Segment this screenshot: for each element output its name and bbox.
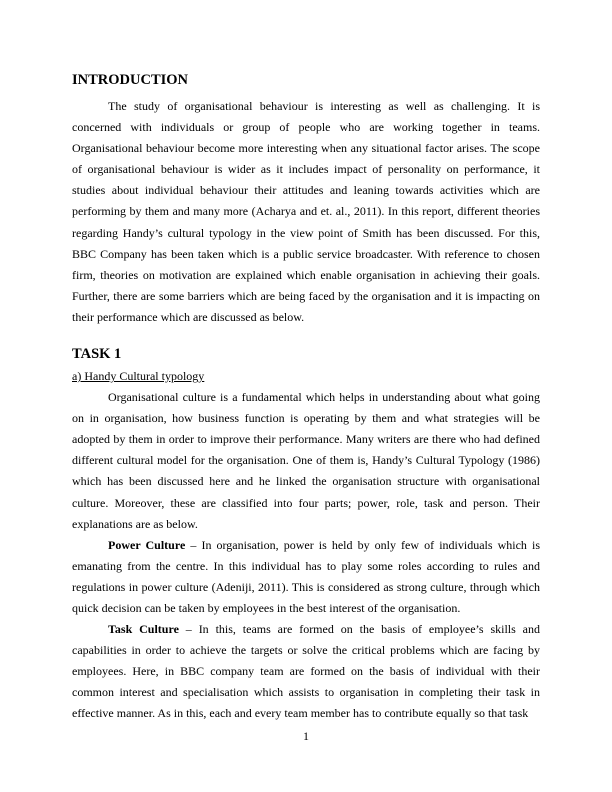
introduction-paragraph: The study of organisational behaviour is interesting as well as challenging. It is concerned with individuals or group of people who are working together in teams. Organisational behaviour become more interesting when any situational factor arises. The scope of organisational behaviour is wider as it includes impact of personality on performance, it studies about individual behaviour their attitudes and leaning towards activities which are performing by them and many more (Acharya and et. al., 2011). In this report, different theories regarding Handy’s cultural typology in the view point of Smith has been discussed. For this, BBC Company has been taken which is a public service broadcaster. With reference to chosen firm, theories on motivation are explained which enable organisation in achieving their goals. Further, there are some barriers which are being faced by the organisation and it is impacting on their performance which are discussed as below.: [72, 99, 540, 324]
power-culture-title: Power Culture: [108, 537, 186, 552]
task-culture-paragraph: [72, 619, 540, 724]
power-culture-paragraph: [72, 535, 540, 619]
task-culture-title: Task Culture: [108, 622, 179, 637]
handy-cultural-typology-subheading: a) Handy Cultural typology: [72, 369, 205, 384]
power-culture-text: – In organisation, power is held by only few of individuals which is emanating from the centre. In this individual has to play some roles according to rules and regulations in power culture (Adeniji, 2011). This is considered as strong culture, through which quick decision can be taken by employees in the best interest of the organisation.: [72, 537, 541, 615]
task-culture-text: – In this, teams are formed on the basis of employee’s skills and capabilities in order to achieve the targets or solve the critical problems which are facing by employees. Here, in BBC company team are formed on the basis of individual with their common interest and specialisation which assists to organisation in completing their task in effective manner. As in this, each and every team member has to contribute equally so that task: [72, 622, 540, 721]
introduction-heading: INTRODUCTION: [72, 72, 189, 88]
page-number: 1: [303, 729, 309, 743]
organisational-culture-paragraph: Organisational culture is a fundamental which helps in understanding about what going on in organisation, how business function is operating by them and what strategies will be adopted by them in order to improve their performance. Many writers are there who had defined different cultural model for the organisation. One of them is, Handy’s Cultural Typology (1986) which has been discussed here and he linked the organisation structure with organisational culture. Moreover, these are classified into four parts; power, role, task and person. Their explanations are as below.: [72, 390, 540, 531]
task-1-heading: TASK 1: [72, 346, 122, 363]
page-content: [72, 70, 540, 725]
